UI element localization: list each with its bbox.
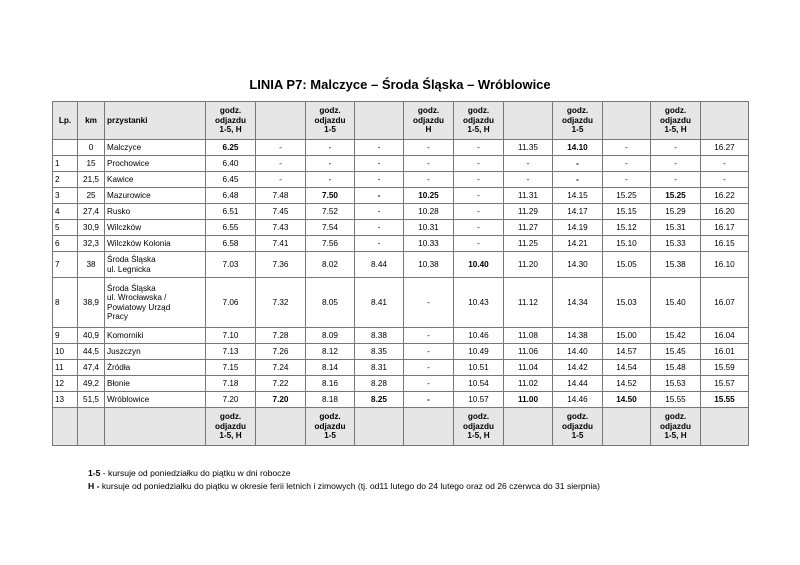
footer-cell: godz. odjazdu 1-5, H bbox=[206, 408, 256, 446]
footer-cell: godz. odjazdu 1-5, H bbox=[454, 408, 504, 446]
lp-cell: 6 bbox=[53, 236, 78, 252]
time-cell: 7.20 bbox=[206, 392, 256, 408]
time-cell: - bbox=[306, 156, 355, 172]
time-cell: 15.05 bbox=[603, 252, 651, 278]
time-cell: 6.51 bbox=[206, 204, 256, 220]
time-cell: 7.20 bbox=[256, 392, 306, 408]
table-row bbox=[53, 376, 749, 392]
footer-row bbox=[53, 408, 749, 446]
time-cell: 10.49 bbox=[454, 344, 504, 360]
footer-cell bbox=[504, 408, 553, 446]
time-cell: 15.00 bbox=[603, 328, 651, 344]
time-cell: 15.55 bbox=[701, 392, 749, 408]
km-cell: 47,4 bbox=[78, 360, 105, 376]
time-cell: - bbox=[256, 140, 306, 156]
time-cell: 11.06 bbox=[504, 344, 553, 360]
time-cell: 8.44 bbox=[355, 252, 404, 278]
header-row bbox=[53, 102, 749, 140]
time-cell: - bbox=[404, 376, 454, 392]
time-cell: 7.32 bbox=[256, 278, 306, 328]
note-line bbox=[88, 480, 600, 493]
header-col: godz. odjazdu H bbox=[404, 102, 454, 140]
time-cell: - bbox=[355, 236, 404, 252]
time-cell: 11.31 bbox=[504, 188, 553, 204]
time-cell: 15.29 bbox=[651, 204, 701, 220]
time-cell: 11.02 bbox=[504, 376, 553, 392]
table-row bbox=[53, 252, 749, 278]
time-cell: - bbox=[603, 140, 651, 156]
km-cell: 32,3 bbox=[78, 236, 105, 252]
footer-cell bbox=[603, 408, 651, 446]
time-cell: 7.45 bbox=[256, 204, 306, 220]
time-cell: 8.02 bbox=[306, 252, 355, 278]
km-cell: 0 bbox=[78, 140, 105, 156]
time-cell: 8.28 bbox=[355, 376, 404, 392]
time-cell: 6.55 bbox=[206, 220, 256, 236]
time-cell: 14.40 bbox=[553, 344, 603, 360]
time-cell: 16.04 bbox=[701, 328, 749, 344]
time-cell: 15.40 bbox=[651, 278, 701, 328]
time-cell: 15.12 bbox=[603, 220, 651, 236]
time-cell: 14.17 bbox=[553, 204, 603, 220]
time-cell: 8.18 bbox=[306, 392, 355, 408]
note-text: kursuje od poniedziałku do piątku w okresie ferii letnich i zimowych (tj. od11 lutego do 24 lutego oraz od 26 czerwca do 31 sierpnia) bbox=[99, 481, 600, 491]
time-cell: - bbox=[404, 172, 454, 188]
time-cell: 8.14 bbox=[306, 360, 355, 376]
time-cell: - bbox=[553, 172, 603, 188]
stop-name: Prochowice bbox=[105, 156, 206, 172]
time-cell: 7.15 bbox=[206, 360, 256, 376]
time-cell: - bbox=[256, 172, 306, 188]
time-cell: - bbox=[454, 156, 504, 172]
stop-name: Komorniki bbox=[105, 328, 206, 344]
lp-cell: 11 bbox=[53, 360, 78, 376]
km-cell: 40,9 bbox=[78, 328, 105, 344]
time-cell: 16.15 bbox=[701, 236, 749, 252]
time-cell: - bbox=[256, 156, 306, 172]
footer-cell: godz. odjazdu 1-5 bbox=[553, 408, 603, 446]
time-cell: 11.12 bbox=[504, 278, 553, 328]
table-row bbox=[53, 172, 749, 188]
header-lp: Lp. bbox=[53, 102, 78, 140]
time-cell: 14.44 bbox=[553, 376, 603, 392]
header-col: godz. odjazdu 1-5, H bbox=[651, 102, 701, 140]
header-col bbox=[701, 102, 749, 140]
time-cell: 14.15 bbox=[553, 188, 603, 204]
time-cell: 7.50 bbox=[306, 188, 355, 204]
lp-cell: 2 bbox=[53, 172, 78, 188]
time-cell: 11.00 bbox=[504, 392, 553, 408]
time-cell: - bbox=[651, 172, 701, 188]
stop-name: Kawice bbox=[105, 172, 206, 188]
note-text: - kursuje od poniedziałku do piątku w dni robocze bbox=[100, 468, 291, 478]
time-cell: 11.27 bbox=[504, 220, 553, 236]
time-cell: - bbox=[454, 172, 504, 188]
timetable bbox=[52, 101, 749, 446]
time-cell: 7.52 bbox=[306, 204, 355, 220]
time-cell: 10.54 bbox=[454, 376, 504, 392]
time-cell: - bbox=[404, 278, 454, 328]
header-col bbox=[355, 102, 404, 140]
time-cell: 7.10 bbox=[206, 328, 256, 344]
table-row bbox=[53, 140, 749, 156]
time-cell: - bbox=[306, 140, 355, 156]
time-cell: 10.33 bbox=[404, 236, 454, 252]
header-col bbox=[603, 102, 651, 140]
header-col bbox=[504, 102, 553, 140]
time-cell: 8.25 bbox=[355, 392, 404, 408]
table-row bbox=[53, 204, 749, 220]
stop-name: Rusko bbox=[105, 204, 206, 220]
stop-name: Źródła bbox=[105, 360, 206, 376]
time-cell: - bbox=[404, 328, 454, 344]
time-cell: 7.54 bbox=[306, 220, 355, 236]
km-cell: 38 bbox=[78, 252, 105, 278]
time-cell: - bbox=[651, 140, 701, 156]
note-key: 1-5 bbox=[88, 468, 101, 478]
time-cell: 15.59 bbox=[701, 360, 749, 376]
km-cell: 25 bbox=[78, 188, 105, 204]
time-cell: 14.50 bbox=[603, 392, 651, 408]
time-cell: - bbox=[603, 172, 651, 188]
table-row bbox=[53, 328, 749, 344]
km-cell: 44,5 bbox=[78, 344, 105, 360]
time-cell: 8.16 bbox=[306, 376, 355, 392]
time-cell: - bbox=[355, 188, 404, 204]
table-row bbox=[53, 236, 749, 252]
time-cell: - bbox=[651, 156, 701, 172]
footer-cell bbox=[404, 408, 454, 446]
time-cell: 15.55 bbox=[651, 392, 701, 408]
time-cell: - bbox=[454, 236, 504, 252]
time-cell: 16.10 bbox=[701, 252, 749, 278]
time-cell: - bbox=[701, 156, 749, 172]
time-cell: 16.01 bbox=[701, 344, 749, 360]
time-cell: 8.31 bbox=[355, 360, 404, 376]
time-cell: - bbox=[553, 156, 603, 172]
time-cell: - bbox=[504, 172, 553, 188]
time-cell: 11.20 bbox=[504, 252, 553, 278]
time-cell: - bbox=[603, 156, 651, 172]
time-cell: - bbox=[701, 172, 749, 188]
time-cell: - bbox=[355, 220, 404, 236]
header-km: km bbox=[78, 102, 105, 140]
time-cell: - bbox=[404, 392, 454, 408]
time-cell: 7.56 bbox=[306, 236, 355, 252]
time-cell: 14.30 bbox=[553, 252, 603, 278]
time-cell: 14.19 bbox=[553, 220, 603, 236]
page-title: LINIA P7: Malczyce – Środa Śląska – Wróblowice bbox=[249, 77, 551, 92]
time-cell: 11.35 bbox=[504, 140, 553, 156]
km-cell: 49,2 bbox=[78, 376, 105, 392]
lp-cell: 1 bbox=[53, 156, 78, 172]
time-cell: 16.07 bbox=[701, 278, 749, 328]
time-cell: 11.04 bbox=[504, 360, 553, 376]
footer-cell bbox=[53, 408, 78, 446]
note-line bbox=[88, 467, 600, 480]
stop-name: Błonie bbox=[105, 376, 206, 392]
table-row bbox=[53, 278, 749, 328]
lp-cell: 5 bbox=[53, 220, 78, 236]
time-cell: 16.17 bbox=[701, 220, 749, 236]
table-row bbox=[53, 156, 749, 172]
time-cell: 14.34 bbox=[553, 278, 603, 328]
time-cell: - bbox=[355, 156, 404, 172]
time-cell: 14.54 bbox=[603, 360, 651, 376]
time-cell: 16.20 bbox=[701, 204, 749, 220]
time-cell: 11.25 bbox=[504, 236, 553, 252]
time-cell: 15.33 bbox=[651, 236, 701, 252]
km-cell: 15 bbox=[78, 156, 105, 172]
time-cell: - bbox=[355, 140, 404, 156]
lp-cell: 13 bbox=[53, 392, 78, 408]
time-cell: - bbox=[454, 204, 504, 220]
time-cell: 10.38 bbox=[404, 252, 454, 278]
stop-name: Juszczyn bbox=[105, 344, 206, 360]
time-cell: 14.21 bbox=[553, 236, 603, 252]
time-cell: 7.41 bbox=[256, 236, 306, 252]
time-cell: 10.51 bbox=[454, 360, 504, 376]
km-cell: 51,5 bbox=[78, 392, 105, 408]
lp-cell: 8 bbox=[53, 278, 78, 328]
time-cell: 8.05 bbox=[306, 278, 355, 328]
time-cell: 8.41 bbox=[355, 278, 404, 328]
time-cell: 7.48 bbox=[256, 188, 306, 204]
time-cell: 7.03 bbox=[206, 252, 256, 278]
time-cell: - bbox=[404, 360, 454, 376]
note-key: H - bbox=[88, 481, 100, 491]
time-cell: 8.12 bbox=[306, 344, 355, 360]
time-cell: - bbox=[454, 140, 504, 156]
time-cell: - bbox=[355, 204, 404, 220]
stop-name: Wilczków Kolonia bbox=[105, 236, 206, 252]
km-cell: 30,9 bbox=[78, 220, 105, 236]
table-row bbox=[53, 344, 749, 360]
time-cell: 7.13 bbox=[206, 344, 256, 360]
header-stops: przystanki bbox=[105, 102, 206, 140]
time-cell: 6.25 bbox=[206, 140, 256, 156]
time-cell: 8.38 bbox=[355, 328, 404, 344]
footer-cell: godz. odjazdu 1-5, H bbox=[651, 408, 701, 446]
time-cell: 6.45 bbox=[206, 172, 256, 188]
stop-name: Środa Śląska ul. Wrocławska / Powiatowy Urząd Pracy bbox=[105, 278, 206, 328]
lp-cell: 12 bbox=[53, 376, 78, 392]
time-cell: 7.24 bbox=[256, 360, 306, 376]
lp-cell bbox=[53, 140, 78, 156]
lp-cell: 4 bbox=[53, 204, 78, 220]
time-cell: 14.38 bbox=[553, 328, 603, 344]
time-cell: 15.31 bbox=[651, 220, 701, 236]
time-cell: 15.42 bbox=[651, 328, 701, 344]
stop-name: Środa Śląska ul. Legnicka bbox=[105, 252, 206, 278]
legend-notes bbox=[88, 467, 600, 493]
time-cell: 15.25 bbox=[651, 188, 701, 204]
time-cell: 15.57 bbox=[701, 376, 749, 392]
km-cell: 27,4 bbox=[78, 204, 105, 220]
time-cell: 7.43 bbox=[256, 220, 306, 236]
time-cell: 10.40 bbox=[454, 252, 504, 278]
time-cell: 7.18 bbox=[206, 376, 256, 392]
time-cell: - bbox=[454, 220, 504, 236]
lp-cell: 10 bbox=[53, 344, 78, 360]
km-cell: 21,5 bbox=[78, 172, 105, 188]
header-col: godz. odjazdu 1-5, H bbox=[206, 102, 256, 140]
time-cell: 10.28 bbox=[404, 204, 454, 220]
time-cell: 15.15 bbox=[603, 204, 651, 220]
time-cell: 10.43 bbox=[454, 278, 504, 328]
time-cell: 14.52 bbox=[603, 376, 651, 392]
footer-cell bbox=[256, 408, 306, 446]
footer-cell: godz. odjazdu 1-5 bbox=[306, 408, 355, 446]
header-col: godz. odjazdu 1-5, H bbox=[454, 102, 504, 140]
km-cell: 38,9 bbox=[78, 278, 105, 328]
time-cell: 10.25 bbox=[404, 188, 454, 204]
time-cell: 10.57 bbox=[454, 392, 504, 408]
stop-name: Wróblowice bbox=[105, 392, 206, 408]
header-col: godz. odjazdu 1-5 bbox=[553, 102, 603, 140]
time-cell: - bbox=[454, 188, 504, 204]
time-cell: 16.27 bbox=[701, 140, 749, 156]
time-cell: 11.08 bbox=[504, 328, 553, 344]
time-cell: - bbox=[504, 156, 553, 172]
stop-name: Wilczków bbox=[105, 220, 206, 236]
table-row bbox=[53, 360, 749, 376]
time-cell: 16.22 bbox=[701, 188, 749, 204]
time-cell: 14.42 bbox=[553, 360, 603, 376]
time-cell: 15.25 bbox=[603, 188, 651, 204]
time-cell: 10.31 bbox=[404, 220, 454, 236]
time-cell: 15.53 bbox=[651, 376, 701, 392]
footer-cell bbox=[701, 408, 749, 446]
time-cell: - bbox=[355, 172, 404, 188]
time-cell: 14.57 bbox=[603, 344, 651, 360]
time-cell: 7.06 bbox=[206, 278, 256, 328]
time-cell: 6.40 bbox=[206, 156, 256, 172]
stop-name: Malczyce bbox=[105, 140, 206, 156]
footer-cell bbox=[105, 408, 206, 446]
stop-name: Mazurowice bbox=[105, 188, 206, 204]
time-cell: 7.26 bbox=[256, 344, 306, 360]
time-cell: 6.48 bbox=[206, 188, 256, 204]
table-row bbox=[53, 220, 749, 236]
time-cell: 8.09 bbox=[306, 328, 355, 344]
table-row bbox=[53, 188, 749, 204]
header-col bbox=[256, 102, 306, 140]
time-cell: 15.10 bbox=[603, 236, 651, 252]
time-cell: 7.28 bbox=[256, 328, 306, 344]
time-cell: 15.45 bbox=[651, 344, 701, 360]
time-cell: 7.22 bbox=[256, 376, 306, 392]
time-cell: - bbox=[404, 156, 454, 172]
time-cell: - bbox=[404, 344, 454, 360]
time-cell: 14.10 bbox=[553, 140, 603, 156]
time-cell: 8.35 bbox=[355, 344, 404, 360]
time-cell: 15.03 bbox=[603, 278, 651, 328]
time-cell: 6.58 bbox=[206, 236, 256, 252]
table-row bbox=[53, 392, 749, 408]
lp-cell: 7 bbox=[53, 252, 78, 278]
time-cell: - bbox=[306, 172, 355, 188]
time-cell: 11.29 bbox=[504, 204, 553, 220]
lp-cell: 3 bbox=[53, 188, 78, 204]
header-col: godz. odjazdu 1-5 bbox=[306, 102, 355, 140]
footer-cell bbox=[355, 408, 404, 446]
lp-cell: 9 bbox=[53, 328, 78, 344]
time-cell: 15.38 bbox=[651, 252, 701, 278]
footer-cell bbox=[78, 408, 105, 446]
time-cell: - bbox=[404, 140, 454, 156]
time-cell: 10.46 bbox=[454, 328, 504, 344]
time-cell: 14.46 bbox=[553, 392, 603, 408]
time-cell: 15.48 bbox=[651, 360, 701, 376]
time-cell: 7.36 bbox=[256, 252, 306, 278]
